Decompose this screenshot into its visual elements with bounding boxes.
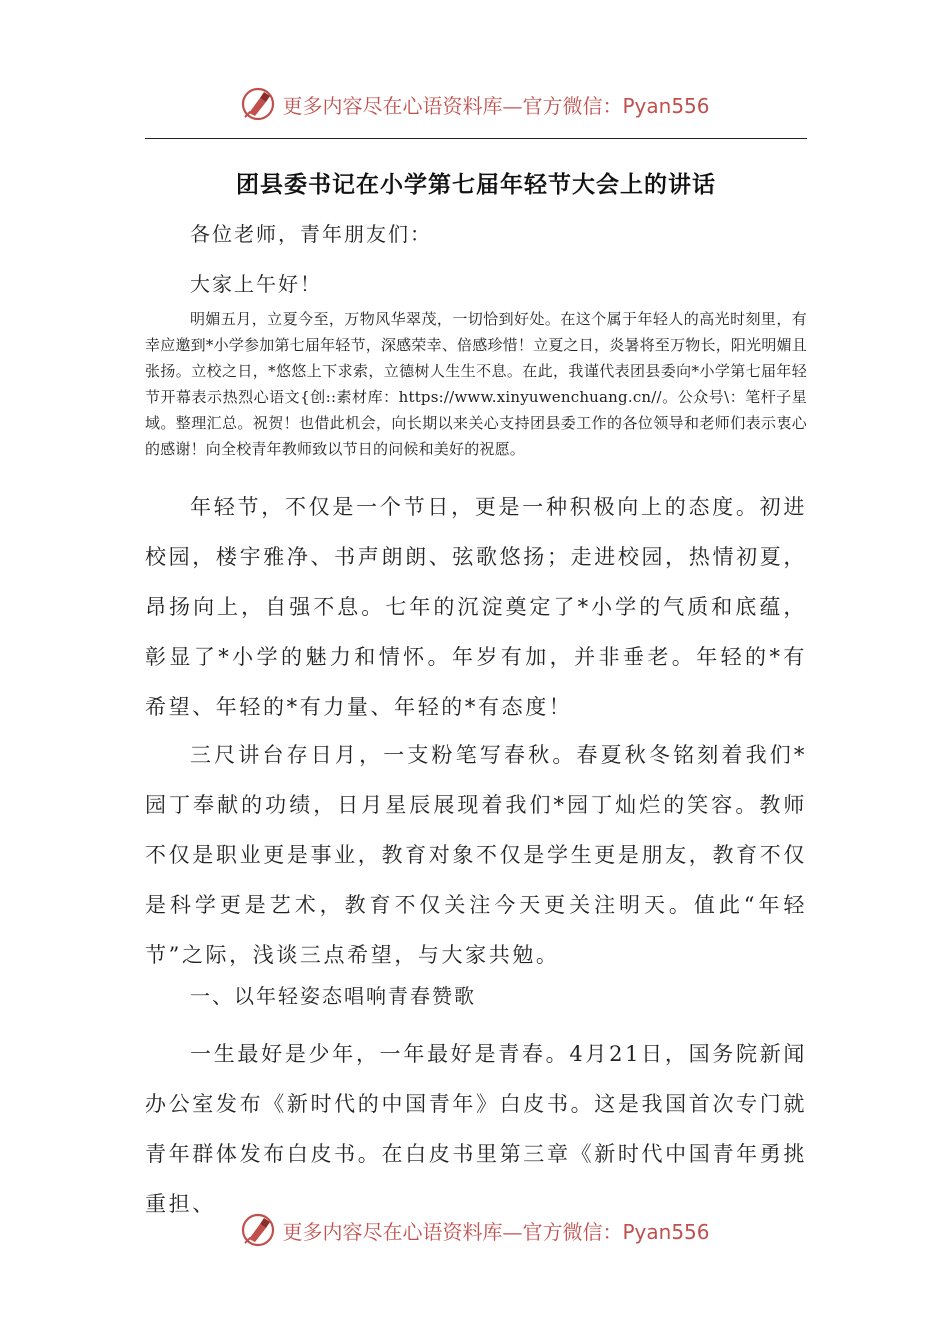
footer-banner-wechat-id: Pyan556 (622, 1219, 710, 1244)
salutation-greeting: 大家上午好！ (190, 272, 322, 296)
footer-banner-text (282, 1216, 709, 1245)
footer-banner-text-cn: 更多内容尽在心语资料库—官方微信： (282, 1219, 623, 1244)
body-paragraph-3: 一生最好是少年，一年最好是青春。4月21日，国务院新闻办公室发布《新时代的中国青年》白皮书。这是我国首次专门就青年群体发布白皮书。在白皮书里第三章《新时代中国青年勇挑重担、 (145, 1042, 807, 1216)
banner-wechat-id: Pyan556 (622, 93, 710, 118)
salutation-teachers: 各位老师，青年朋友们： (190, 222, 432, 246)
body-paragraph-1: 年轻节，不仅是一个节日，更是一种积极向上的态度。初进校园，楼宇雅净、书声朗朗、弦歌悠扬；走进校园，热情初夏，昂扬向上，自强不息。七年的沉淀奠定了*小学的气质和底蕴，彰显了*小学的魅力和情怀。年岁有加，并非垂老。年轻的*有希望、年轻的*有力量、年轻的*有态度！ (145, 495, 807, 719)
banner-text-cn: 更多内容尽在心语资料库—官方微信： (282, 93, 623, 118)
header-banner (0, 84, 950, 124)
section-heading-1: 一、以年轻姿态唱响青春赞歌 (190, 984, 476, 1008)
banner-text (282, 90, 709, 119)
header-divider (145, 138, 807, 139)
pen-nib-logo-icon (240, 86, 276, 122)
body-paragraph-2: 三尺讲台存日月，一支粉笔写春秋。春夏秋冬铭刻着我们*园丁奉献的功绩，日月星辰展现着我们*园丁灿烂的笑容。教师不仅是职业更是事业，教育对象不仅是学生更是朋友，教育不仅是科学更是艺术，教育不仅关注今天更关注明天。值此“年轻节”之际，浅谈三点希望，与大家共勉。 (145, 743, 807, 967)
document-title: 团县委书记在小学第七届年轻节大会上的讲话 (236, 172, 716, 198)
intro-paragraph: 明媚五月，立夏今至，万物风华翠茂，一切恰到好处。在这个属于年轻人的高光时刻里，有幸应邀到*小学参加第七届年轻节，深感荣幸、倍感珍惜！立夏之日，炎暑将至万物长，阳光明媚且张扬。立校之日，*悠悠上下求索，立德树人生生不息。在此，我谨代表团县委向*小学第七届年轻节开幕表示热烈心语文{创::素材库：https://www.xinyuwenchuang.cn//。公众号\：笔杆子星域。整理汇总。祝贺！也借此机会，向长期以来关心支持团县委工作的各位领导和老师们表示衷心的感谢！向全校青年教师致以节日的问候和美好的祝愿。 (145, 310, 807, 458)
pen-nib-logo-icon (240, 1212, 276, 1248)
footer-banner (0, 1210, 950, 1250)
